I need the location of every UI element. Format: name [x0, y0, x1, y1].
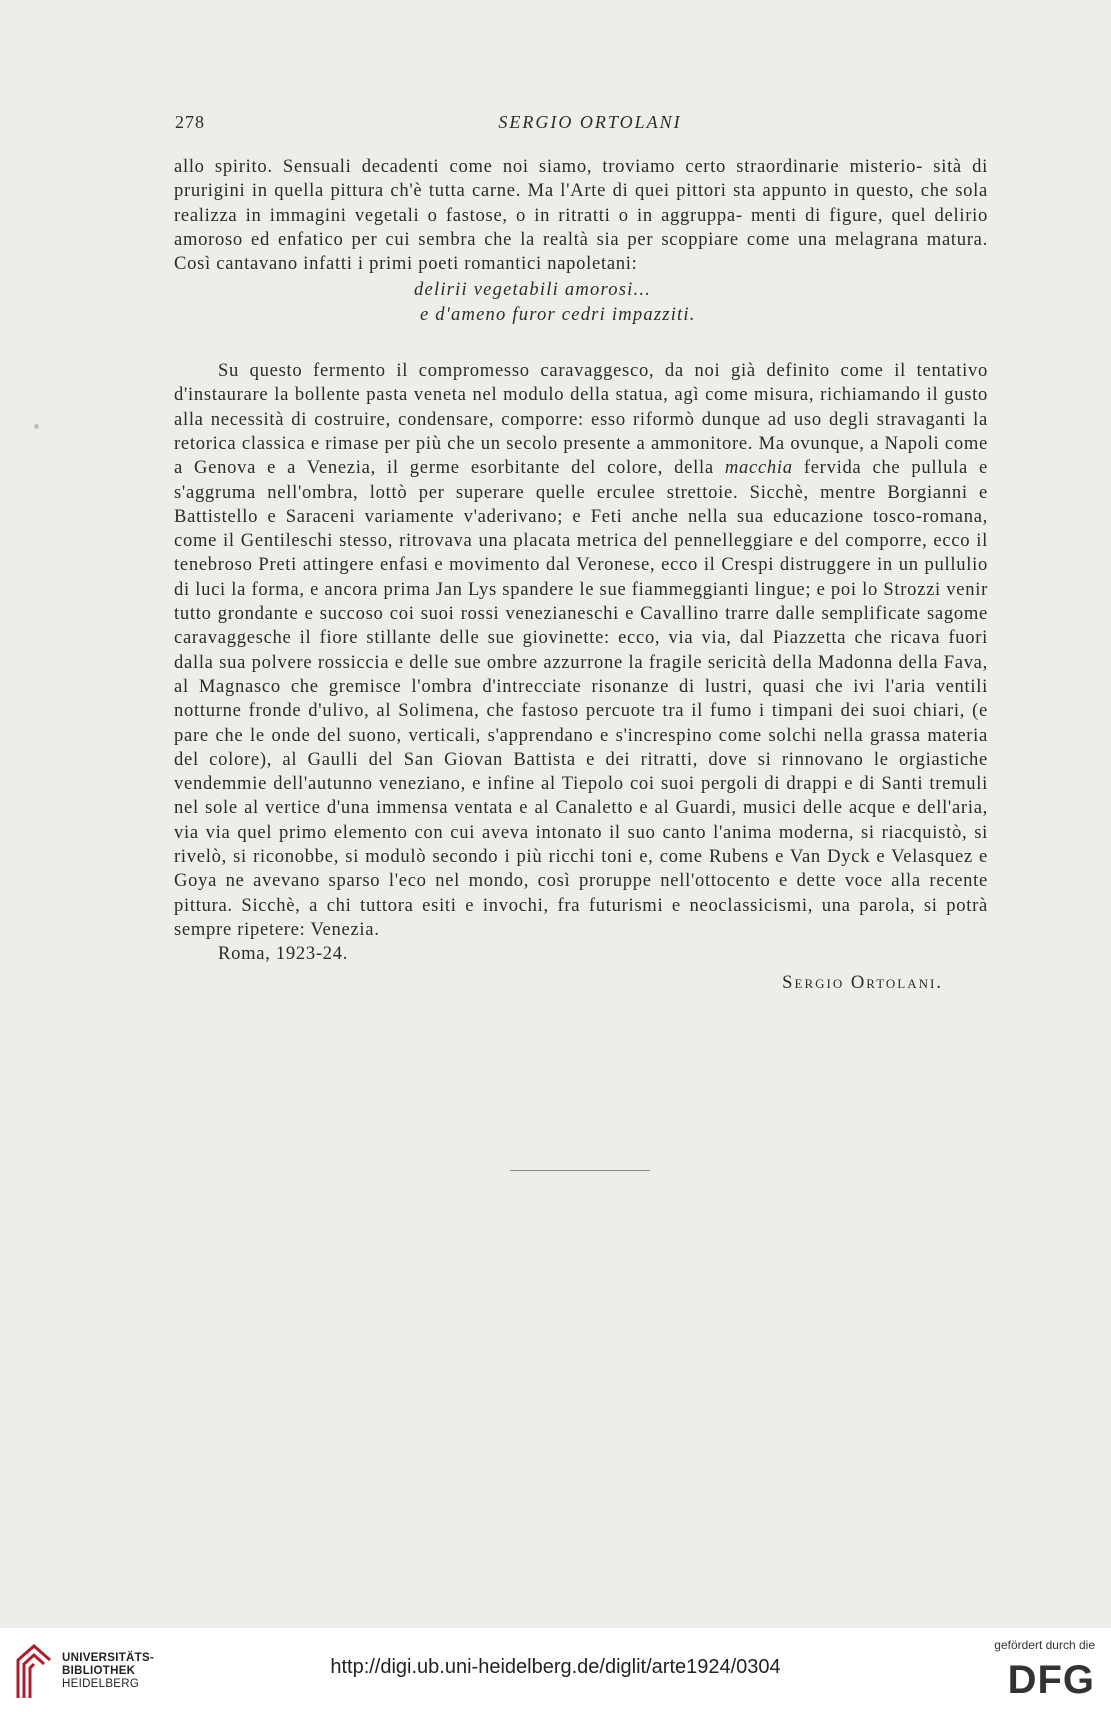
- end-rule: [510, 1170, 650, 1171]
- dfg-logo: DFG: [1007, 1658, 1095, 1702]
- verse-line-2: e d'ameno furor cedri impazziti.: [420, 303, 696, 325]
- p2-text-b: fervida che pullula e s'aggruma nell'ombra, lottò per superare quelle erculee strettoie. Sicchè, mentre Borgianni e Battistello e Saraceni variamente v'aderivano; e Feti anche nella sua educazione tosco-romana, come il Gentileschi stesso, ritrovava una placata metrica del pennelleggiare e del comporre, ecco il tenebroso Preti attingere enfasi e movimento dal Veronese, ecco il Crespi distruggere in un pullulio di luci la forma, e ancora prima Jan Lys spandere le sue fiammeggianti lingue; e poi lo Strozzi venir tutto grondante e succoso coi suoi rossi venezianeschi e Cavallino trarre dalle semplificate sagome caravaggesche il fiore stillante delle sue giovinette: ecco, via via, dal Piazzetta che ricava fuori dalla sua polvere rossiccia e delle sue ombre azzurrone la fragile sericità della Madonna della Fava, al Magnasco che gremisce l'ombra d'intrecciate risonanze di lustri, quasi che ivi l'aria ventili notturne fronde d'ulivo, al Solimena, che fastoso percuote tra il fumo i timpani dei suoi chiari, (e pare che le onde del suono, verticali, s'apprendano e s'increspino come solchi nella grassa materia del colore), al Gaulli del San Giovan Battista e dei ritratti, dove si rinnovano le orgiastiche vendemmie dell'autunno veneziano, e infine al Tiepolo coi suoi pergoli di drappi e di Santi tremuli nel sole al vertice d'una immensa ventata e al Canaletto e al Guardi, musici delle acque e dell'aria, via via quel primo elemento con cui aveva intonato il suo canto l'anima moderna, si riacquistò, si rivelò, si riconobbe, si modulò secondo i più ricchi toni e, come Rubens e Van Dyck e Velasquez e Goya ne avevano sparso l'eco nel mondo, così proruppe nell'ottocento e dette voce alla recente pittura. Sicchè, a chi tuttora esiti e invochi, fra futurismi e neoclassicismi, una parola, si potrà sempre ripetere: Venezia.: [174, 457, 989, 940]
- running-title: SERGIO ORTOLANI: [498, 112, 682, 132]
- p1-line: menti di figure, quel delirio amoroso ed enfatico per cui sembra che la realtà sia per: [174, 204, 988, 250]
- verse-quote: [414, 278, 988, 327]
- paragraph-1: [174, 155, 988, 276]
- p1-line: allo spirito. Sensuali decadenti come noi siamo, troviamo certo straordinarie misterio-: [174, 156, 924, 177]
- page-number: 278: [175, 112, 205, 132]
- p1-line: scoppiare come una melagrana matura. Così cantavano infatti i primi poeti romantici: [174, 228, 988, 275]
- paragraph-2: [174, 359, 988, 942]
- p2-text-a: Su questo fermento il compromesso caravaggesco, da noi già definito come il tentativo d'instaurare la bollente pasta veneta nel modulo della statua, agì come misura, richiamando il gusto alla necessità di costruire, condensare, comporre: esso riformò dunque ad uso degli stravaganti la retorica classica e rimase per più che un secolo presente a ammonitore. Ma ovunque, a Napoli come a Genova e a Venezia, il germe esorbitante del colore, della: [174, 360, 988, 479]
- p1-line: sità di prurigini in quella pittura ch'è tutta carne. Ma l'Arte di quei pittori sta appunto: [174, 156, 988, 202]
- place-date: Roma, 1923-24.: [218, 943, 349, 965]
- article-body: [174, 155, 988, 995]
- source-url-link[interactable]: http://digi.ub.uni-heidelberg.de/diglit/arte1924/0304: [330, 1656, 781, 1678]
- p2-italic-term: macchia: [724, 457, 793, 479]
- library-line-2: BIBLIOTHEK: [62, 1665, 136, 1677]
- library-line-1: UNIVERSITÄTS-: [62, 1652, 155, 1664]
- margin-mark: [34, 424, 39, 429]
- author-signature: Sergio Ortolani.: [782, 971, 943, 993]
- funding-note: gefördert durch die: [994, 1638, 1095, 1652]
- p1-line: napoletani:: [547, 253, 638, 275]
- verse-line-1: delirii vegetabili amorosi...: [414, 279, 652, 301]
- digitization-footer: [0, 1628, 1111, 1712]
- page-header: [175, 112, 1005, 142]
- library-line-3: HEIDELBERG: [62, 1678, 140, 1690]
- p1-line: in questo, che sola realizza in immagini vegetali o fastose, o in ritratti o in aggruppa-: [174, 180, 988, 226]
